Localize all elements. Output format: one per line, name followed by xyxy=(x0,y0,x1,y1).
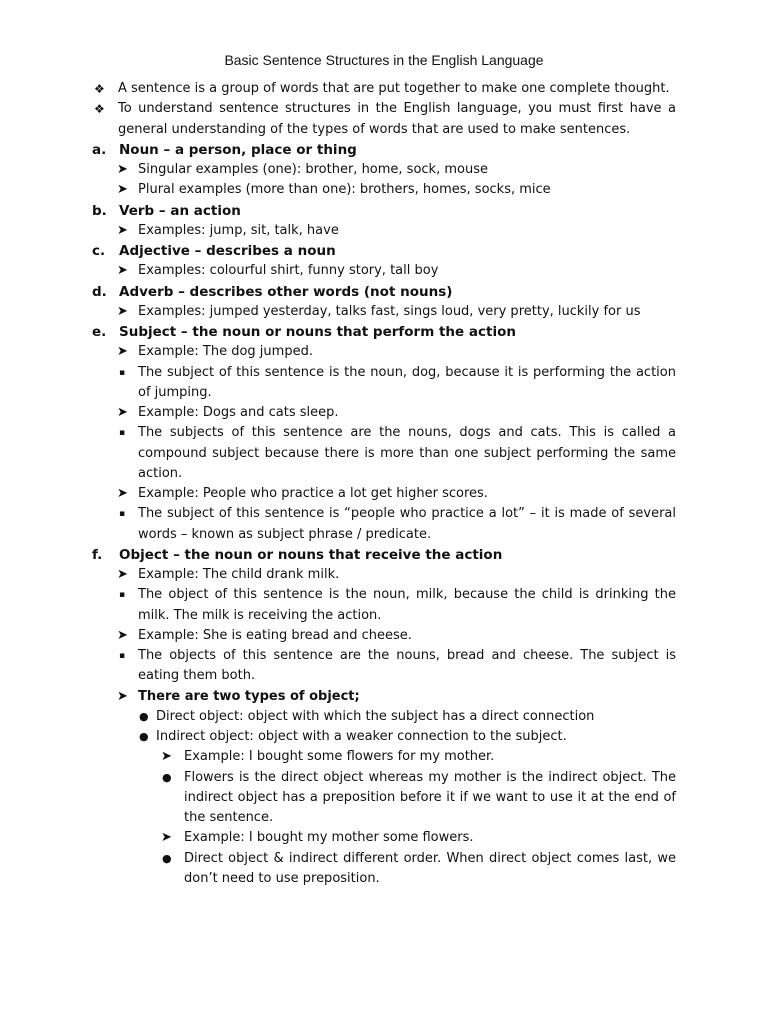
arrow-bullet-icon: ➤ xyxy=(117,263,128,279)
list-item-text: The subjects of this sentence are the nouns, dogs and cats. This is called a compound subject because there is more than one subject performing the same action. xyxy=(138,425,676,481)
diamond-bullet-icon: ❖ xyxy=(94,102,105,117)
square-bullet-icon: ▪ xyxy=(119,428,126,439)
object-example-item xyxy=(92,768,676,829)
list-item-text: Direct object: object with which the subject has a direct connection xyxy=(156,708,595,724)
object-example-item xyxy=(92,747,676,767)
section-letter: a. xyxy=(92,141,107,158)
object-type-item xyxy=(92,727,676,747)
section-letter: f. xyxy=(92,546,103,563)
list-item-text: Example: I bought my mother some flowers. xyxy=(184,830,474,846)
arrow-bullet-icon: ➤ xyxy=(117,627,128,643)
object-type-item xyxy=(92,707,676,727)
arrow-bullet-icon: ➤ xyxy=(117,567,128,582)
list-item-text: Examples: jump, sit, talk, have xyxy=(138,222,339,238)
list-item-text: Direct object & indirect different order. When direct object comes last, we don’t need to use preposition. xyxy=(184,850,676,886)
list-item-text: Indirect object: object with a weaker connection to the subject. xyxy=(156,729,567,744)
list-item-text: Singular examples (one): brother, home, sock, mouse xyxy=(138,162,488,177)
list-item-text: The subject of this sentence is “people who practice a lot” – it is made of several words – known as subject phrase / predicate. xyxy=(138,506,676,542)
square-bullet-icon: ▪ xyxy=(119,590,126,601)
section-heading-text: Adverb – describes other words (not nouns) xyxy=(119,283,453,300)
square-bullet-icon: ▪ xyxy=(119,367,126,378)
list-item-text: Example: I bought some flowers for my mother. xyxy=(184,749,495,765)
list-item xyxy=(92,585,676,626)
list-item-text: Examples: colourful shirt, funny story, tall boy xyxy=(138,263,439,279)
arrow-bullet-icon: ➤ xyxy=(117,344,128,360)
arrow-bullet-icon: ➤ xyxy=(117,688,128,704)
arrow-bullet-icon: ➤ xyxy=(117,405,128,420)
list-item xyxy=(92,302,676,322)
list-item-text: Flowers is the direct object whereas my mother is the indirect object. The indirect object has a preposition before it if we want to use it at the end of the sentence. xyxy=(184,769,676,825)
arrow-bullet-icon: ➤ xyxy=(161,749,172,765)
dot-bullet-icon: ● xyxy=(162,851,172,865)
list-item xyxy=(92,180,676,200)
list-item-text: The object of this sentence is the noun, milk, because the child is drinking the milk. The milk is receiving the action. xyxy=(138,587,676,623)
section-letter: e. xyxy=(92,324,107,340)
section-heading-object xyxy=(92,545,676,565)
list-item-text: The subject of this sentence is the noun, dog, because it is performing the action of jumping. xyxy=(138,364,676,400)
section-heading-text: Object – the noun or nouns that receive the action xyxy=(119,546,503,563)
list-item xyxy=(92,504,676,545)
section-letter: d. xyxy=(92,283,107,300)
section-letter: b. xyxy=(92,202,107,219)
list-item xyxy=(92,363,676,404)
arrow-bullet-icon: ➤ xyxy=(117,486,128,501)
section-heading-noun xyxy=(92,140,676,160)
square-bullet-icon: ▪ xyxy=(119,509,126,520)
intro-bullet xyxy=(92,99,676,140)
section-heading-text: Adjective – describes a noun xyxy=(119,243,336,259)
list-item xyxy=(92,342,676,362)
intro-bullet xyxy=(92,79,676,99)
list-item-text: Example: Dogs and cats sleep. xyxy=(138,405,339,420)
list-item xyxy=(92,160,676,180)
section-letter: c. xyxy=(92,243,106,259)
list-item-text: Examples: jumped yesterday, talks fast, sings loud, very pretty, luckily for us xyxy=(138,303,641,319)
section-heading-verb xyxy=(92,201,676,221)
dot-bullet-icon: ● xyxy=(139,730,149,743)
list-item xyxy=(92,646,676,687)
square-bullet-icon: ▪ xyxy=(119,651,126,661)
document-body xyxy=(92,79,676,889)
section-heading-adjective xyxy=(92,241,676,261)
arrow-bullet-icon: ➤ xyxy=(117,182,128,198)
section-heading-text: Noun – a person, place or thing xyxy=(119,141,357,158)
list-item xyxy=(92,261,676,281)
section-heading-adverb xyxy=(92,282,676,302)
list-item xyxy=(92,626,676,646)
section-heading-text: Verb – an action xyxy=(119,202,241,219)
arrow-bullet-icon: ➤ xyxy=(117,162,128,177)
arrow-bullet-icon: ➤ xyxy=(117,222,128,238)
section-heading-subject xyxy=(92,322,676,342)
list-item xyxy=(92,484,676,504)
list-item-text: Example: People who practice a lot get higher scores. xyxy=(138,486,488,501)
arrow-bullet-icon: ➤ xyxy=(117,303,128,319)
dot-bullet-icon: ● xyxy=(139,709,149,723)
object-example-item xyxy=(92,828,676,848)
section-heading-text: Subject – the noun or nouns that perform the action xyxy=(119,324,516,340)
document-title: Basic Sentence Structures in the English Language xyxy=(224,52,544,68)
list-item-text: The objects of this sentence are the nouns, bread and cheese. The subject is eating them both. xyxy=(138,648,676,684)
arrow-bullet-icon: ➤ xyxy=(161,830,172,846)
list-item-text: There are two types of object; xyxy=(138,688,360,704)
list-item-text: Example: She is eating bread and cheese. xyxy=(138,627,412,643)
list-item xyxy=(92,403,676,423)
list-item xyxy=(92,423,676,484)
intro-text: To understand sentence structures in the English language, you must first have a general understanding of the types of words that are used to make sentences. xyxy=(118,101,676,137)
object-example-item xyxy=(92,849,676,890)
list-item-text: Example: The child drank milk. xyxy=(138,567,340,582)
dot-bullet-icon: ● xyxy=(162,770,172,784)
list-item xyxy=(92,221,676,241)
object-types-heading xyxy=(92,687,676,707)
list-item xyxy=(92,565,676,585)
intro-text: A sentence is a group of words that are put together to make one complete thought. xyxy=(118,81,670,96)
list-item-text: Plural examples (more than one): brothers, homes, socks, mice xyxy=(138,182,551,198)
diamond-bullet-icon: ❖ xyxy=(94,82,105,96)
list-item-text: Example: The dog jumped. xyxy=(138,344,313,360)
